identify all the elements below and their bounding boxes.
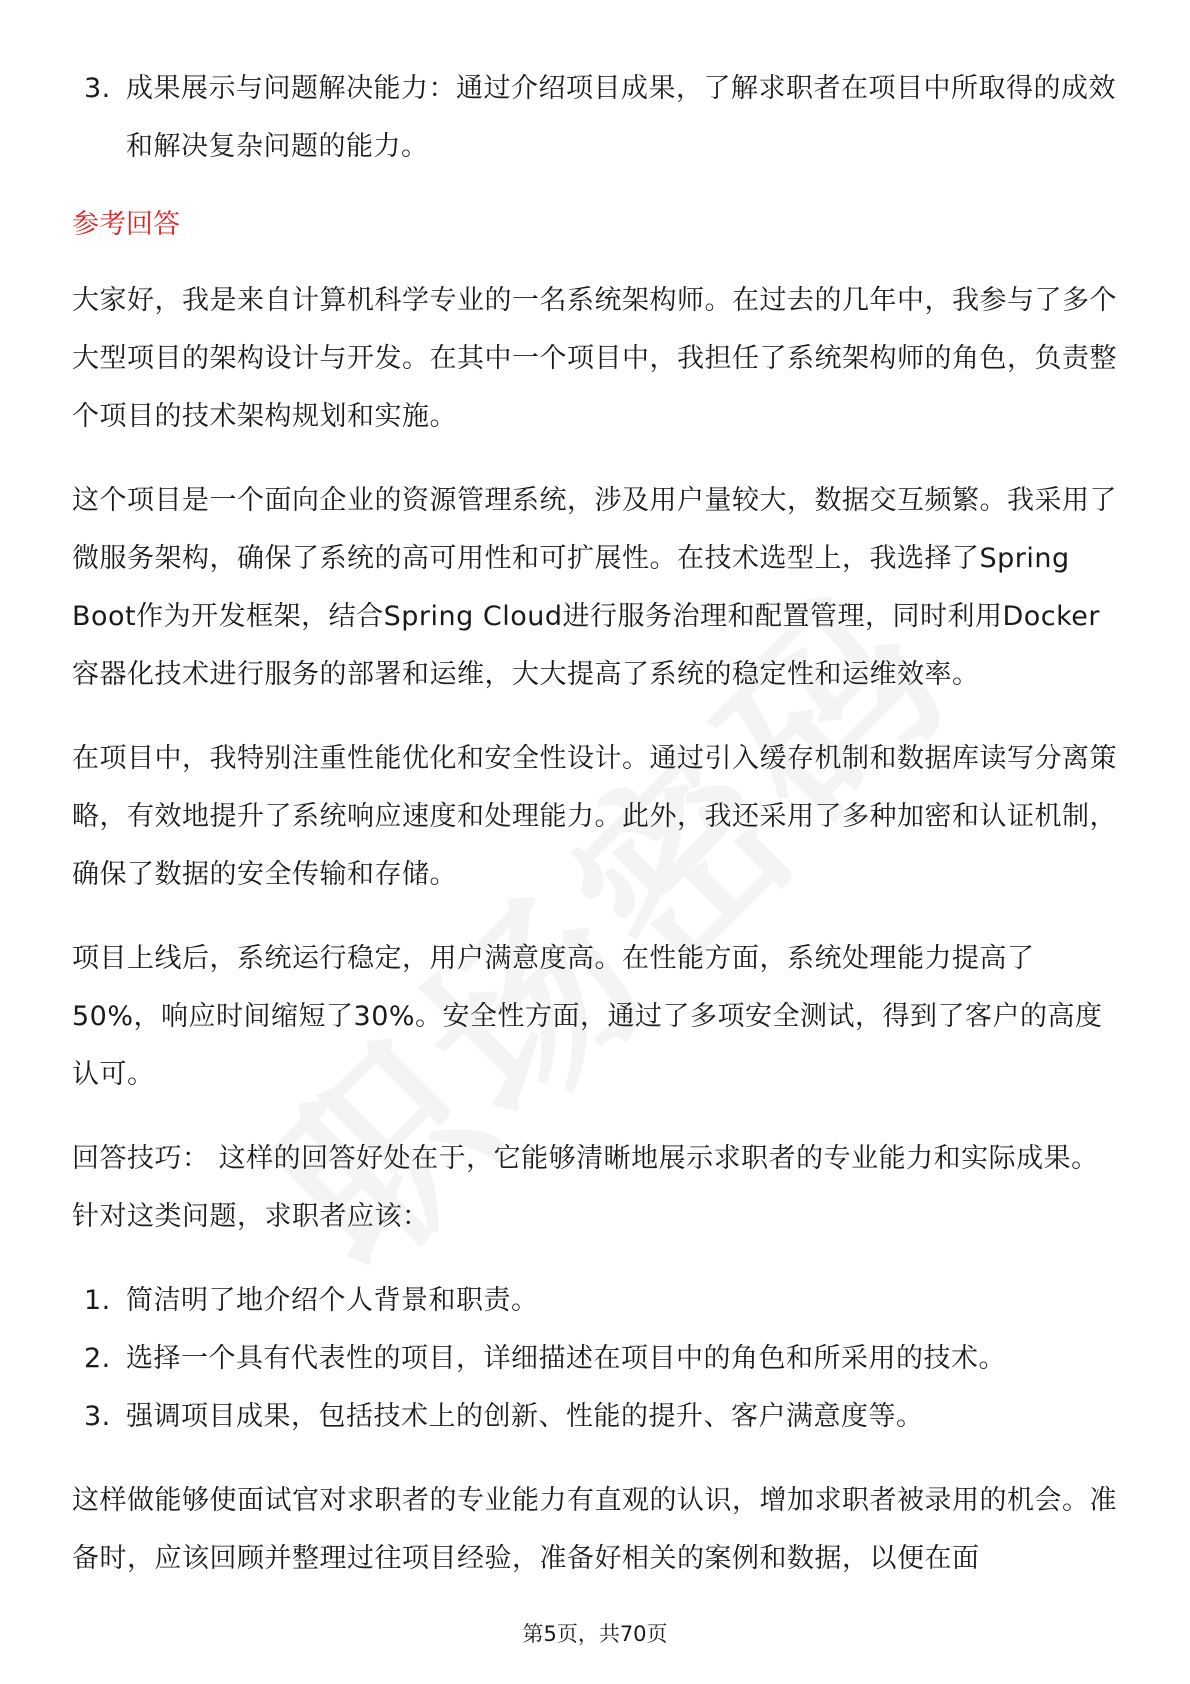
list-number: 3. (84, 1401, 111, 1432)
paragraph-closing: 这样做能够使面试官对求职者的专业能力有直观的认识，增加求职者被录用的机会。准备时，应该回顾并整理过往项目经验，准备好相关的案例和数据，以便在面 (72, 1485, 1117, 1574)
paragraph-tips: 回答技巧： 这样的回答好处在于，它能够清晰地展示求职者的专业能力和实际成果。针对这类问题，求职者应该： (72, 1143, 1099, 1232)
top-list (72, 60, 1122, 176)
list-number: 2. (84, 1343, 111, 1374)
list-text: 选择一个具有代表性的项目，详细描述在项目中的角色和所采用的技术。 (126, 1343, 1006, 1374)
page-number: 第5页，共70页 (522, 1622, 668, 1646)
list-number: 1. (84, 1285, 111, 1316)
paragraph-project: 这个项目是一个面向企业的资源管理系统，涉及用户量较大，数据交互频繁。我采用了微服务架构，确保了系统的高可用性和可扩展性。在技术选型上，我选择了Spring Boot作为开发框架，结合Spring Cloud进行服务治理和配置管理，同时利用Docker容器化技术进行服务的部署和运维，大大提高了系统的稳定性和运维效率。 (72, 485, 1117, 690)
list-item (72, 1330, 1122, 1388)
list-item (72, 1388, 1122, 1446)
list-text: 强调项目成果，包括技术上的创新、性能的提升、客户满意度等。 (126, 1401, 924, 1432)
paragraph-results: 项目上线后，系统运行稳定，用户满意度高。在性能方面，系统处理能力提高了50%，响应时间缩短了30%。安全性方面，通过了多项安全测试，得到了客户的高度认可。 (72, 943, 1103, 1090)
list-number: 3. (84, 73, 111, 104)
page-content (72, 60, 1122, 1614)
paragraph-intro: 大家好，我是来自计算机科学专业的一名系统架构师。在过去的几年中，我参与了多个大型项目的架构设计与开发。在其中一个项目中，我担任了系统架构师的角色，负责整个项目的技术架构规划和实施。 (72, 285, 1117, 432)
section-heading: 参考回答 (72, 209, 180, 240)
list-text: 简洁明了地介绍个人背景和职责。 (126, 1285, 539, 1316)
paragraph-optimization: 在项目中，我特别注重性能优化和安全性设计。通过引入缓存机制和数据库读写分离策略，有效地提升了系统响应速度和处理能力。此外，我还采用了多种加密和认证机制，确保了数据的安全传输和存储。 (72, 743, 1117, 890)
list-item (72, 1272, 1122, 1330)
list-text: 成果展示与问题解决能力：通过介绍项目成果，了解求职者在项目中所取得的成效和解决复杂问题的能力。 (126, 73, 1116, 162)
list-item (72, 60, 1122, 176)
tips-list (72, 1272, 1122, 1446)
